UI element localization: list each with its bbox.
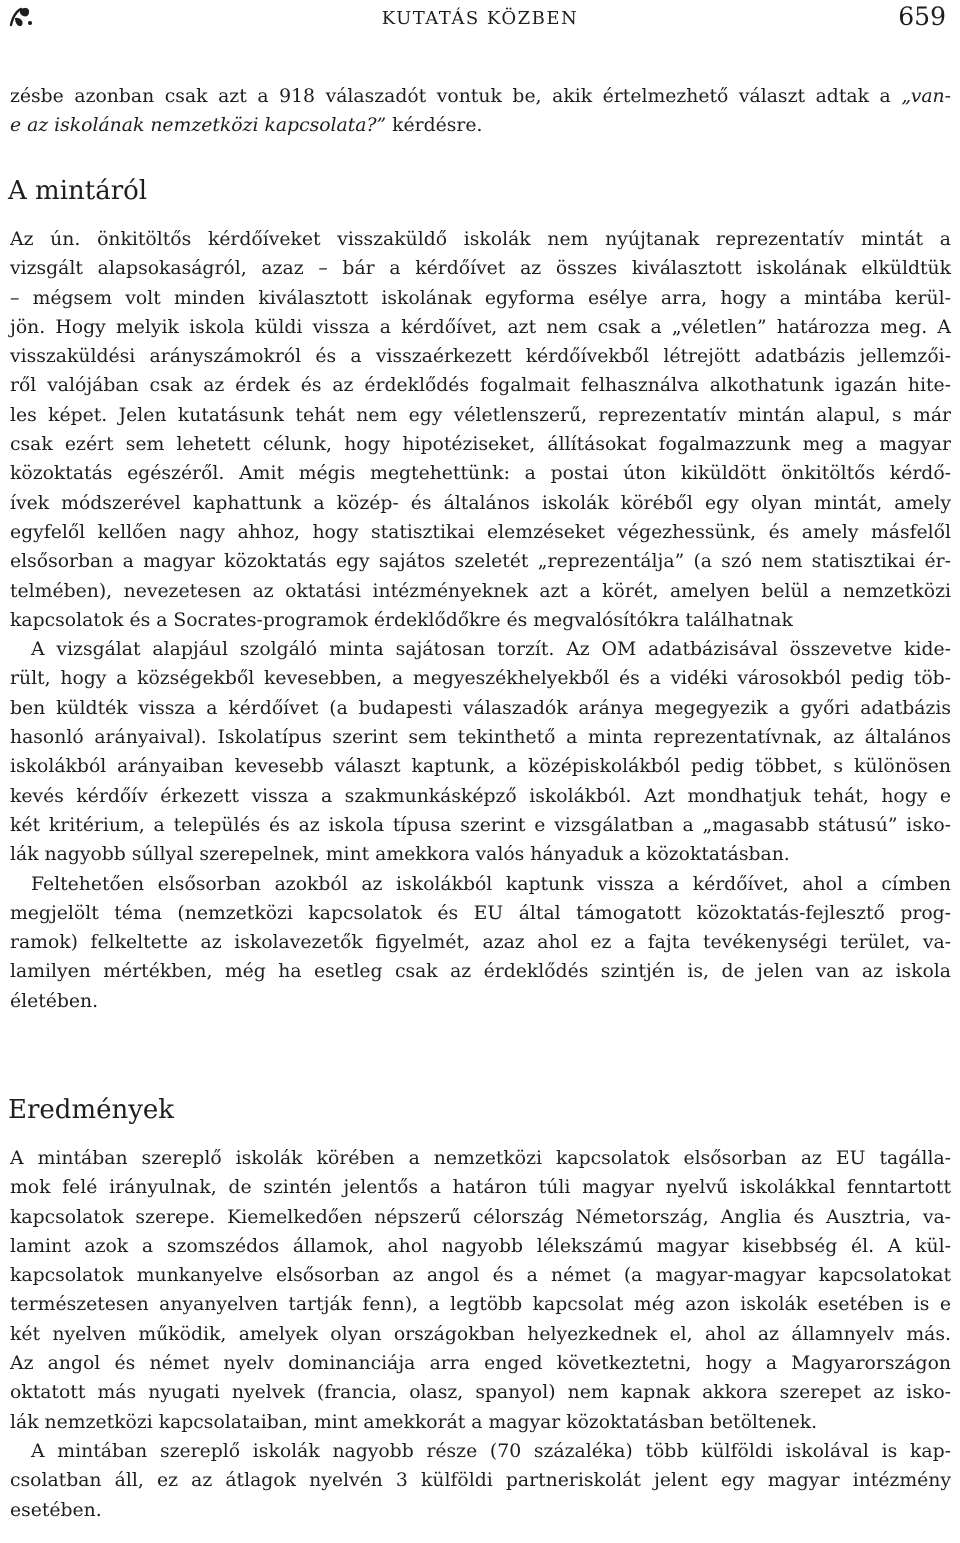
text-line: kapcsolatok munkanyelve elsősorban az angol és a német (a magyar-magyar kapcsolatokat (10, 1265, 951, 1287)
text-line: életében. (10, 990, 99, 1012)
text-line: lamint azok a szomszédos államok, ahol nagyobb lélekszámú magyar kisebbség él. A kül- (10, 1235, 951, 1257)
text-line: mok felé irányulnak, de szintén jelentős a határon túli magyar nyelvű iskolákkal fenntartott (10, 1177, 951, 1199)
text-line: lák nagyobb súllyal szerepelnek, mint amekkora valós hányaduk a közoktatásban. (10, 844, 790, 866)
text-line: Az ún. önkitöltős kérdőíveket visszaküldő iskolák nem nyújtanak reprezentatív mintát a (10, 229, 951, 250)
text-line: közoktatás egészéről. Amit mégis megtehettünk: a postai úton kiküldött önkitöltős kérdő- (10, 463, 951, 485)
page-number: 659 (898, 2, 946, 31)
text-line: ramok) felkeltette az iskolavezetők figyelmét, azaz ahol ez a fajta tevékenységi terület, va- (10, 932, 951, 954)
text-line: vizsgált alapsokaságról, azaz – bár a kérdőívet az összes kiválasztott iskolának elküldtük (10, 258, 951, 280)
text-line: A vizsgálat alapjául szolgáló minta sajátosan torzít. Az OM adatbázisával összevetve kide- (31, 639, 951, 661)
text-line: kapcsolatok szerepe. Kiemelkedően népszerű célország Németország, Anglia és Ausztria, va- (10, 1206, 951, 1228)
section-body-mintarol (10, 225, 951, 1016)
section-heading-mintarol: A mintáról (8, 176, 148, 206)
text-line: jön. Hogy melyik iskola küldi vissza a kérdőívet, azt nem csak a „véletlen” határozza meg. A (10, 316, 951, 338)
text-line: elsősorban a magyar közoktatás egy sajátos szeletét „reprezentálja” (a szó nem statisztikai ér- (10, 551, 951, 573)
text-line: esetében. (10, 1499, 102, 1521)
text-line: lák nemzetközi kapcsolataiban, mint amekkorát a magyar közoktatásban betöltenek. (10, 1411, 818, 1433)
running-title: KUTATÁS KÖZBEN (381, 8, 579, 29)
italic-quote: „van- (901, 86, 951, 107)
text-line: les képet. Jelen kutatásunk tehát nem egy véletlenszerű, reprezentatív mintán alapul, s már (10, 404, 951, 426)
page-header (0, 0, 960, 40)
text-line: lamilyen mértékben, még ha esetleg csak az érdeklődés szintjén is, de jelen van az iskola (10, 961, 951, 983)
text-line: telmében), nevezetesen az oktatási intézményeknek azt a körét, amelyen belül a nemzetközi (10, 580, 951, 602)
text-line: oktatott más nyugati nyelvek (francia, olasz, spanyol) nem kapnak akkora szerepet az isko- (10, 1382, 951, 1404)
text-line: – mégsem volt minden kiválasztott iskolának egyforma esélye arra, hogy a mintába kerül- (10, 287, 951, 309)
text-line: csak ezért sem lehetett célunk, hogy hipotéziseket, állításokat fogalmazzunk meg a magyar (10, 434, 951, 456)
text-line: A mintában szereplő iskolák körében a nemzetközi kapcsolatok elsősorban az EU tagálla- (10, 1148, 951, 1169)
intro-paragraph (10, 82, 951, 141)
text-line: ívek módszerével kaphattunk a közép- és általános iskolák köréből egy olyan mintát, amely (10, 492, 951, 514)
section-body-eredmenyek (10, 1144, 951, 1525)
text-line: két kritérium, a település és az iskola típusa szerint e vizsgálatban a „magasabb státusú” isko- (10, 814, 951, 836)
text-line: A mintában szereplő iskolák nagyobb része (70 százaléka) több külföldi iskolával is kap- (31, 1440, 951, 1462)
text-line: ről valójában csak az érdek és az érdeklődés fogalmait felhasználva alkothatunk igazán hite- (10, 375, 951, 397)
text-line: kevés kérdőív érkezett vissza a szakmunkásképző iskolákból. Azt mondhatjuk tehát, hogy e (10, 785, 951, 807)
text-run: zésbe azonban csak azt a 918 válaszadót vontuk be, akik értelmezhető választ adtak a (10, 86, 902, 107)
text-line: ben küldték vissza a kérdőívet (a budapesti válaszadók aránya megegyezik a győri adatbázis (10, 697, 951, 719)
text-line (10, 111, 951, 140)
text-run: kérdésre. (386, 115, 483, 137)
text-line (10, 82, 951, 111)
text-line: csolatban áll, ez az átlagok nyelvén 3 külföldi partneriskolát jelent egy magyar intézmény (10, 1470, 951, 1492)
text-line: két nyelven működik, amelyek olyan országokban helyezkednek el, ahol az államnyelv más. (10, 1323, 951, 1345)
text-line: Az angol és német nyelv dominanciája arra enged következtetni, hogy a Magyarországon (10, 1353, 951, 1375)
text-line: hasonló arányaival). Iskolatípus szerint sem tekinthető a minta reprezentatívnak, az általános (10, 727, 951, 749)
text-line: kapcsolatok és a Socrates-programok érdeklődőkre és megvalósítókra találhatnak (10, 609, 793, 631)
text-line: visszaküldési arányszámokról és a visszaérkezett kérdőívekből létrejött adatbázis jellemzői- (10, 346, 951, 368)
italic-quote: e az iskolának nemzetközi kapcsolata?” (10, 115, 387, 137)
text-line: egyfelől kellően nagy ahhoz, hogy statisztikai elemzéseket végezhessünk, és amely másfelől (10, 521, 951, 543)
text-line: természetesen anyanyelven tartják fenn), a legtöbb kapcsolat még azon iskolák esetében is e (10, 1294, 951, 1316)
text-line: Feltehetően elsősorban azokból az iskolákból kaptunk vissza a kérdőívet, ahol a címben (31, 873, 951, 895)
section-heading-eredmenyek: Eredmények (8, 1095, 175, 1125)
text-line: iskolákból arányaiban kevesebb választ kaptunk, a középiskolákból pedig többet, s különösen (10, 756, 951, 778)
text-line: megjelölt téma (nemzetközi kapcsolatok és EU által támogatott közoktatás-fejlesztő prog- (10, 902, 951, 924)
text-line: rült, hogy a községekből kevesebben, a megyeszékhelyekből és a vidéki városokból pedig töb- (10, 668, 951, 690)
